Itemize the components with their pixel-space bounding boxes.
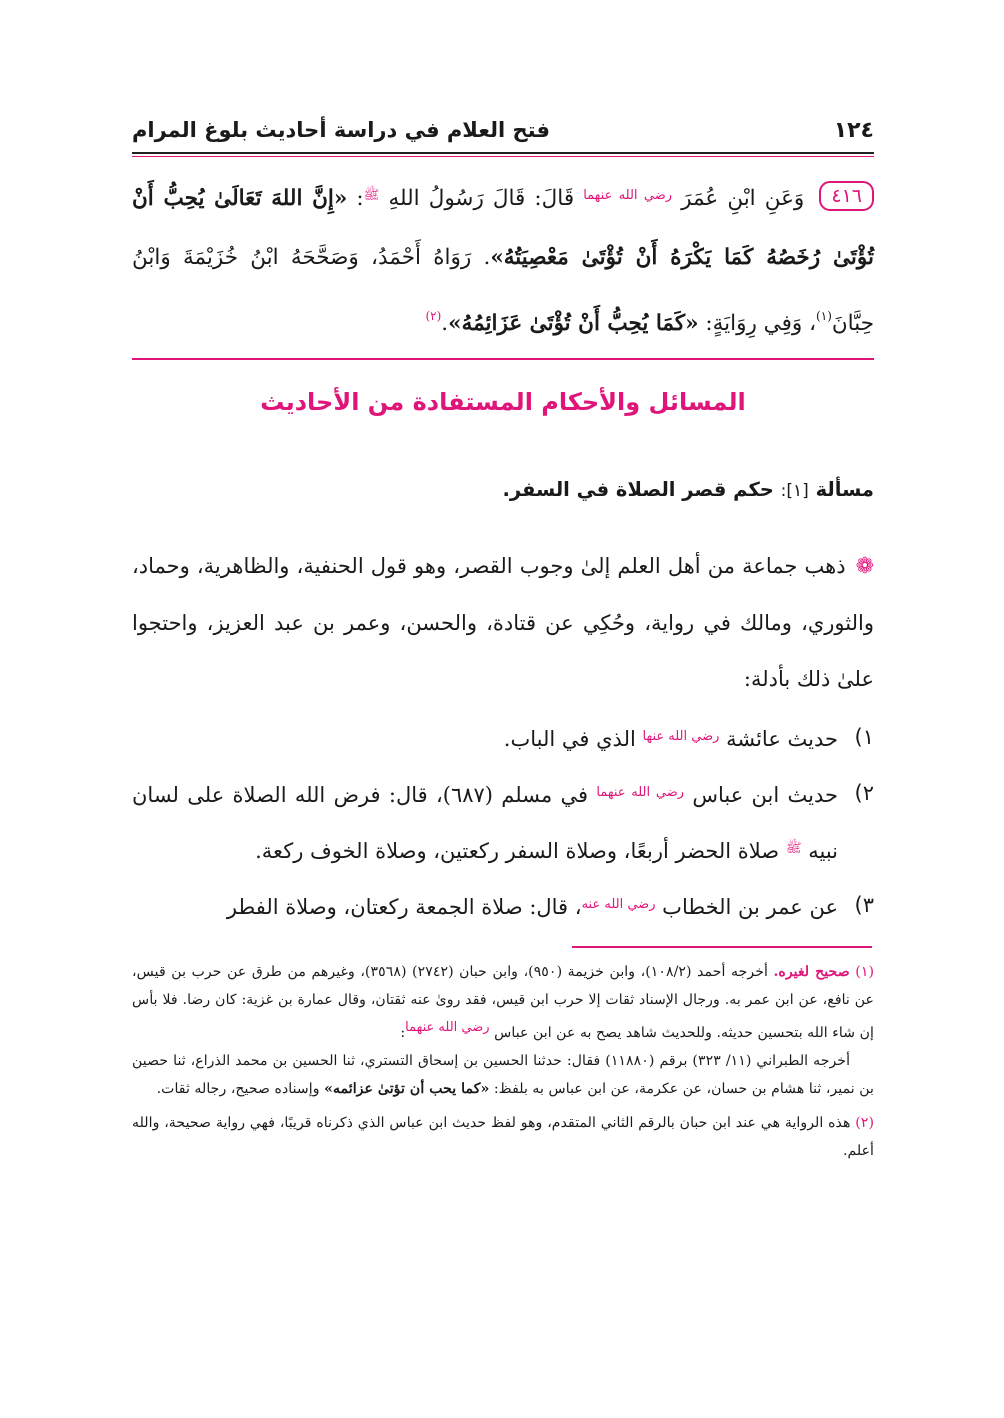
radi-symbol: رضي الله عنهما xyxy=(596,785,685,800)
hadith-part: ، وَفِي رِوَايَةٍ: xyxy=(705,311,817,336)
footnote-cont-text: أخرجه الطبراني (١١/ ٣٢٣) برقم (١١٨٨٠) فقال: حدثنا الحسين بن إسحاق التستري، ثنا الحسين بن محمد الذراع، ثنا حصين بن نمير، ثنا هشام بن حسان، عن عكرمة، عن ابن عباس به بلفظ: xyxy=(132,1053,874,1097)
radi-symbol: رضي الله عنهما xyxy=(583,188,673,203)
hadith-part: . xyxy=(441,311,449,336)
footnote-number: (٢) xyxy=(855,1115,874,1131)
list-item-text xyxy=(132,878,838,934)
hadith-part: : xyxy=(356,186,364,211)
hadith-number: ٤١٦ xyxy=(819,181,874,211)
list-item xyxy=(132,710,874,766)
paragraph-text: ذهب جماعة من أهل العلم إلىٰ وجوب القصر، وهو قول الحنفية، والظاهرية، وحماد، والثوري، ومالك في رواية، وحُكِي عن قتادة، والحسن، وعمر بن عبد العزيز، واحتجوا علىٰ ذلك بأدلة: xyxy=(132,554,874,691)
flower-icon: ❁ xyxy=(855,554,874,579)
footnote-cont-text: وإسناده صحيح، رجاله ثقات. xyxy=(156,1081,320,1097)
hadith-quote-variant: «كَمَا يُحِبُّ أَنْ تُؤْتَىٰ عَزَائِمُهُ» xyxy=(448,311,699,336)
footnote-1 xyxy=(132,958,874,1103)
salla-symbol: ﷺ xyxy=(785,841,802,856)
footnote-rule xyxy=(572,946,872,948)
masala-heading xyxy=(132,478,874,501)
page-number: ١٢٤ xyxy=(833,117,874,143)
header-rule-accent xyxy=(132,156,874,157)
running-header xyxy=(132,110,874,150)
list-text-part: في مسلم (٦٨٧)، قال: فرض الله الصلاة على لسان نبيه xyxy=(132,783,838,863)
footnote-number: (١) xyxy=(855,964,875,980)
section-divider xyxy=(132,358,874,360)
masala-title: حكم قصر الصلاة في السفر. xyxy=(502,478,774,501)
footnote-ref-1: (١) xyxy=(816,309,832,323)
radi-symbol: رضي الله عنها xyxy=(642,729,720,744)
footnote-text: أخرجه أحمد (١٠٨/٢)، وابن خزيمة (٩٥٠)، وابن حبان (٢٧٤٢) (٣٥٦٨)، وغيرهم من طرق عن حرب بن قيس، عن نافع، عن ابن عمر به. ورجال الإسناد ثقات إلا حرب ابن قيس، فقد روىٰ عنه ثقتان، وقال عمارة بن غزية: كان رضا. فلا بأس إن شاء الله بتحسين حديثه. وللحديث شاهد يصح به عن ابن عباس xyxy=(132,964,874,1041)
footnote-ref-2: (٢) xyxy=(425,309,442,323)
book-title: فتح العلام في دراسة أحاديث بلوغ المرام xyxy=(132,118,550,142)
list-item-number: ٣) xyxy=(854,893,874,917)
hadith-quote: «إِنَّ اللهَ تَعَالَىٰ يُحِبُّ أَنْ تُؤْتَىٰ رُخَصُهُ كَمَا يَكْرَهُ أَنْ تُؤْتَىٰ مَعْصِيَتُهُ» xyxy=(132,186,874,270)
paragraph xyxy=(132,538,874,707)
hadith-part: وَعَنِ ابْنِ عُمَرَ xyxy=(681,186,805,211)
list-text-part: عن عمر بن الخطاب xyxy=(662,895,838,919)
masala-number: [١]: xyxy=(780,481,809,501)
header-rule xyxy=(132,152,874,154)
list-item-number: ٢) xyxy=(854,781,874,805)
list-item xyxy=(132,878,874,934)
footnote-quote: «كما يحب أن تؤتىٰ عزائمه» xyxy=(324,1081,490,1097)
footnotes xyxy=(132,958,874,1171)
section-title: المسائل والأحكام المستفادة من الأحاديث xyxy=(260,388,746,416)
hadith-part: قَالَ: قَالَ رَسُولُ اللهِ xyxy=(388,186,575,211)
list-text-part: ، قال: صلاة الجمعة ركعتان، وصلاة الفطر xyxy=(226,895,582,919)
list-item xyxy=(132,766,874,878)
footnote-text: هذه الرواية هي عند ابن حبان بالرقم الثاني المتقدم، وهو لفظ حديث ابن عباس الذي ذكرناه قريبًا، فهي رواية صحيحة، والله أعلم. xyxy=(132,1115,874,1159)
hadith-part: . رَوَاهُ أَحْمَدُ، وَصَحَّحَهُ ابْنُ خُزَيْمَةَ وَابْنُ حِبَّانَ xyxy=(132,245,874,336)
evidence-list xyxy=(132,710,874,934)
list-item-number: ١) xyxy=(854,725,874,749)
salla-symbol: ﷺ xyxy=(363,188,380,203)
hadith-text xyxy=(132,166,874,353)
masala-label: مسألة xyxy=(815,478,874,501)
list-text-part: صلاة الحضر أربعًا، وصلاة السفر ركعتين، وصلاة الخوف ركعة. xyxy=(255,839,780,863)
footnote-grade: صحيح لغيره. xyxy=(773,964,850,980)
list-text-part: حديث ابن عباس xyxy=(692,783,838,807)
radi-symbol: رضي الله عنه xyxy=(581,897,656,912)
list-item-text xyxy=(132,710,838,766)
footnote-text-end: : xyxy=(400,1025,406,1041)
list-text-part: الذي في الباب. xyxy=(503,727,636,751)
list-item-text xyxy=(132,766,838,878)
footnote-2 xyxy=(132,1109,874,1165)
list-text-part: حديث عائشة xyxy=(726,727,838,751)
radi-symbol: رضي الله عنهما xyxy=(405,1020,490,1035)
footnote-continuation xyxy=(132,1047,874,1103)
